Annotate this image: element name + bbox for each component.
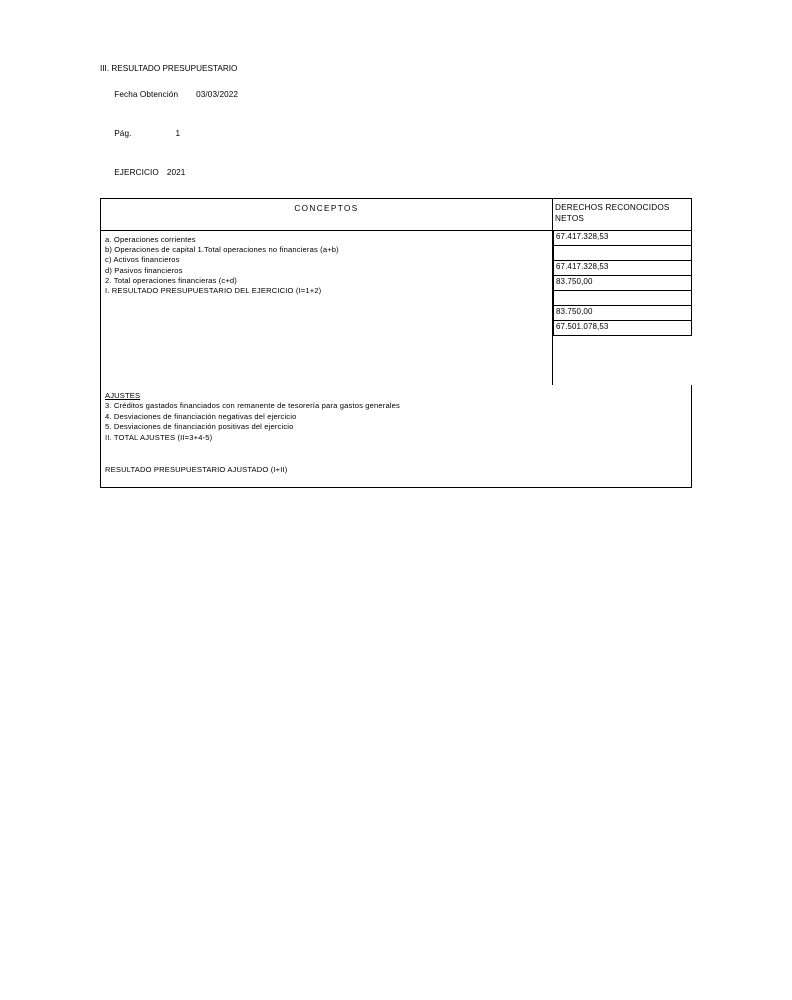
fecha-obtencion-value: 03/03/2022 bbox=[196, 90, 239, 99]
report-body bbox=[100, 62, 691, 488]
amount-cell: 67.501.078,53 bbox=[553, 321, 692, 336]
concept-line: d) Pasivos financieros bbox=[105, 265, 183, 275]
header-cell-conceptos: CONCEPTOS bbox=[101, 199, 553, 231]
resultado-ajustado-line: RESULTADO PRESUPUESTARIO AJUSTADO (I+II) bbox=[105, 465, 288, 475]
adjustment-line: 5. Desviaciones de financiación positivas del ejercicio bbox=[105, 422, 294, 432]
adjustments-cell bbox=[101, 385, 692, 488]
amount-cell bbox=[553, 246, 692, 261]
adjustment-line: II. TOTAL AJUSTES (II=3+4-5) bbox=[105, 432, 213, 442]
header-cell-derechos: DERECHOS RECONOCIDOS NETOS bbox=[553, 199, 692, 231]
page-number-row bbox=[100, 114, 691, 153]
resultado-presupuestario-table bbox=[100, 198, 692, 488]
fecha-obtencion-label: Fecha Obtención bbox=[114, 90, 179, 99]
amount-cell: 83.750,00 bbox=[553, 306, 692, 321]
spacer bbox=[105, 443, 691, 465]
concept-line: c) Activos financieros bbox=[105, 255, 180, 265]
concept-line: a. Operaciones corrientes bbox=[105, 235, 196, 244]
page-number-value: 1 bbox=[175, 129, 181, 138]
concept-line: I. RESULTADO PRESUPUESTARIO DEL EJERCICIO (I=1+2) bbox=[105, 286, 322, 296]
adjustment-line: 4. Desviaciones de financiación negativas del ejercicio bbox=[105, 411, 297, 421]
table-header-row bbox=[101, 199, 692, 231]
table-footer-row bbox=[101, 385, 692, 488]
adjustment-line: 3. Créditos gastados financiados con remanente de tesorería para gastos generales bbox=[105, 401, 400, 411]
concept-line: 2. Total operaciones financieras (c+d) bbox=[105, 275, 237, 285]
amount-cell: 83.750,00 bbox=[553, 276, 692, 291]
ejercicio-value: 2021 bbox=[166, 168, 186, 177]
report-title: III. RESULTADO PRESUPUESTARIO bbox=[100, 64, 238, 73]
concept-line: b) Operaciones de capital 1.Total operaciones no financieras (a+b) bbox=[105, 245, 339, 255]
amount-cell: 67.417.328,53 bbox=[553, 231, 692, 246]
page-number-label: Pág. bbox=[114, 129, 132, 138]
concepts-cell bbox=[101, 231, 553, 386]
amount-cell: 67.417.328,53 bbox=[553, 261, 692, 276]
amount-cell bbox=[553, 291, 692, 306]
fecha-obtencion-row bbox=[100, 75, 691, 114]
table-body-row bbox=[101, 231, 692, 386]
ejercicio-row bbox=[100, 153, 691, 192]
amounts-cell bbox=[553, 231, 692, 386]
adjustments-title: AJUSTES bbox=[105, 391, 141, 400]
ejercicio-label: EJERCICIO bbox=[114, 168, 159, 177]
